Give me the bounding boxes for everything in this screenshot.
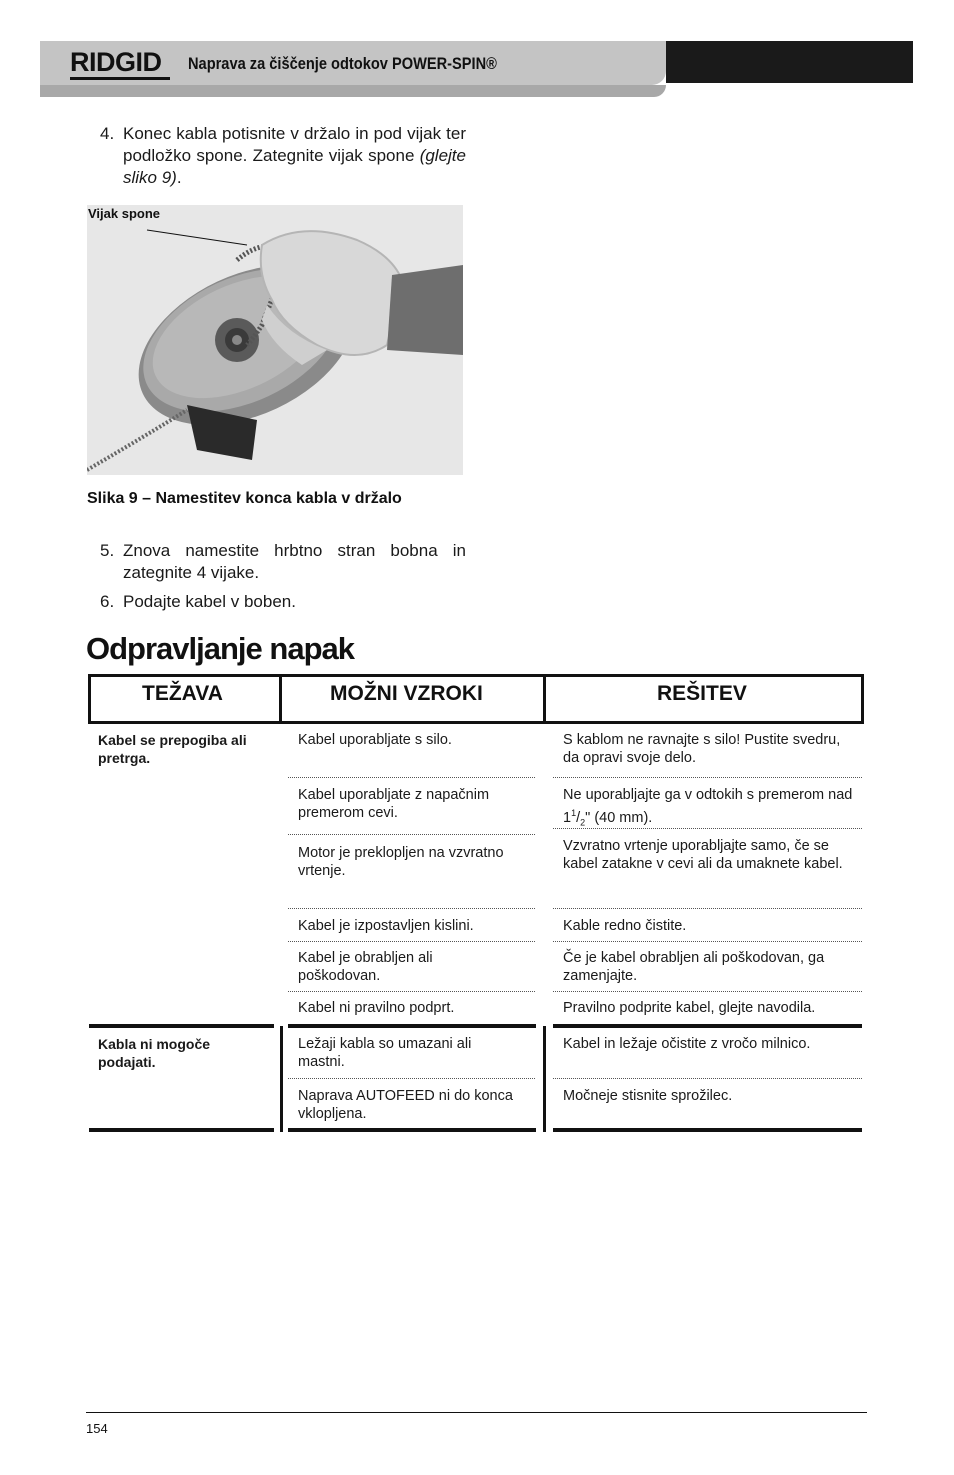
header-divider bbox=[279, 674, 282, 724]
cause-cell: Motor je preklopljen na vzvratno vrtenje. bbox=[298, 845, 504, 879]
footer-rule bbox=[86, 1412, 867, 1413]
table-bottom-rule bbox=[553, 1128, 862, 1132]
step-text: Znova namestite hrbtno stran bobna in zategnite 4 vijake. bbox=[123, 541, 466, 582]
cause-cell: Kabel je izpostavljen kislini. bbox=[298, 918, 474, 934]
row-divider bbox=[553, 941, 862, 942]
cause-cell: Kabel je obrabljen ali poškodovan. bbox=[298, 950, 433, 984]
row-divider bbox=[553, 777, 862, 778]
step-number: 5. bbox=[100, 541, 115, 560]
step-5 bbox=[100, 540, 466, 584]
solution-cell: Pravilno podprite kabel, glejte navodila. bbox=[563, 1000, 816, 1016]
solution-cell: Kable redno čistite. bbox=[563, 918, 687, 934]
row-divider bbox=[553, 1078, 862, 1079]
figure-9-photo bbox=[87, 205, 463, 475]
solution-cell: S kablom ne ravnajte s silo! Pustite svedru, da opravi svoje delo. bbox=[563, 732, 841, 766]
solution-cell: Če je kabel obrabljen ali poškodovan, ga zamenjajte. bbox=[563, 950, 825, 984]
header-solution: REŠITEV bbox=[657, 682, 747, 705]
solution-cell: Močneje stisnite sprožilec. bbox=[563, 1088, 733, 1104]
group-divider bbox=[288, 1024, 536, 1028]
row-divider bbox=[288, 834, 535, 835]
column-divider bbox=[543, 1026, 546, 1132]
logo-underline bbox=[70, 77, 170, 81]
row-divider bbox=[553, 991, 862, 992]
header-dark-block bbox=[666, 41, 913, 83]
row-divider bbox=[288, 908, 535, 909]
step-text: Podajte kabel v boben. bbox=[123, 592, 296, 611]
solution-cell: Kabel in ležaje očistite z vročo milnico. bbox=[563, 1036, 811, 1052]
problem-cell: Kabla ni mogoče podajati. bbox=[98, 1036, 211, 1070]
row-divider bbox=[553, 828, 862, 829]
step-number: 4. bbox=[100, 124, 115, 143]
header-title: Naprava za čiščenje odtokov POWER-SPIN® bbox=[188, 54, 497, 73]
header-divider bbox=[543, 674, 546, 724]
header-causes: MOŽNI VZROKI bbox=[330, 682, 483, 705]
problem-cell: Kabel se prepogiba ali pretrga. bbox=[98, 732, 247, 766]
callout-label: Vijak spone bbox=[88, 206, 161, 221]
cause-cell: Kabel uporabljate s silo. bbox=[298, 732, 452, 748]
solution-cell: Ne uporabljajte ga v odtokih s premerom nad $1^1/_2$" (40 mm). bbox=[563, 787, 853, 828]
row-divider bbox=[553, 908, 862, 909]
header-underline bbox=[40, 85, 666, 97]
cause-cell: Kabel ni pravilno podprt. bbox=[298, 1000, 455, 1016]
section-title: Odpravljanje napak bbox=[86, 631, 354, 666]
cause-cell: Kabel uporabljate z napačnim premerom cevi. bbox=[298, 787, 490, 821]
group-divider bbox=[553, 1024, 862, 1028]
ridgid-logo: RIDGID bbox=[70, 47, 162, 78]
cause-cell: Ležaji kabla so umazani ali mastni. bbox=[298, 1036, 472, 1070]
step-text: Konec kabla potisnite v držalo in pod vijak ter podložko spone. Zategnite vijak spone (glejte sliko 9). bbox=[123, 124, 466, 187]
row-divider bbox=[288, 1078, 535, 1079]
group-divider bbox=[89, 1024, 274, 1028]
cause-cell: Naprava AUTOFEED ni do konca vklopljena. bbox=[298, 1088, 513, 1122]
step-6 bbox=[100, 591, 466, 613]
solution-cell: Vzvratno vrtenje uporabljajte samo, če se kabel zatakne v cevi ali da umaknete kabel. bbox=[563, 838, 843, 872]
row-divider bbox=[288, 991, 535, 992]
table-bottom-rule bbox=[288, 1128, 536, 1132]
header-problem: TEŽAVA bbox=[142, 682, 223, 705]
step-4 bbox=[100, 123, 466, 189]
row-divider bbox=[288, 777, 535, 778]
table-bottom-rule bbox=[89, 1128, 274, 1132]
column-divider bbox=[280, 1026, 283, 1132]
figure-caption: Slika 9 – Namestitev konca kabla v držalo bbox=[87, 490, 402, 507]
step-number: 6. bbox=[100, 592, 115, 611]
page-number: 154 bbox=[86, 1421, 108, 1436]
row-divider bbox=[288, 941, 535, 942]
